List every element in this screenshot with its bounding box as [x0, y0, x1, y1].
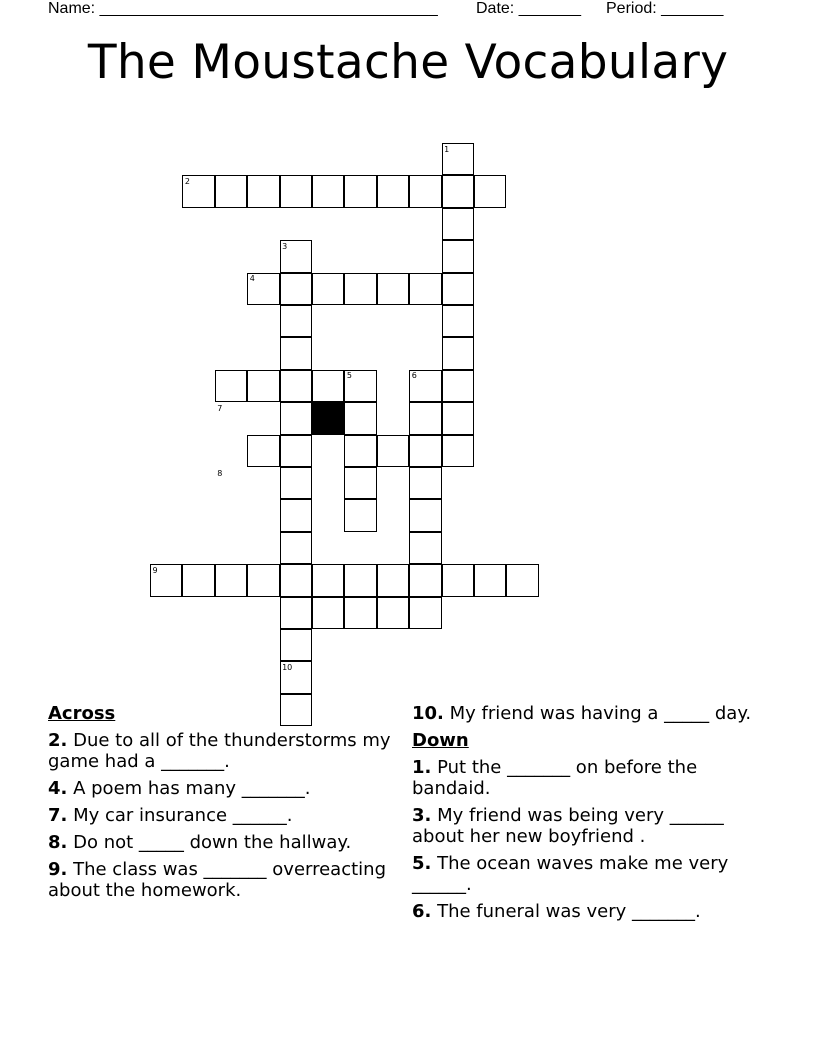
clue-number-10: 10: [282, 662, 293, 672]
grid-cell[interactable]: [442, 273, 474, 305]
grid-cell[interactable]: [442, 402, 474, 434]
grid-cell[interactable]: [280, 499, 312, 531]
grid-cell[interactable]: [280, 273, 312, 305]
grid-cell[interactable]: [377, 435, 409, 467]
grid-cell[interactable]: [215, 370, 247, 402]
grid-cell[interactable]: [215, 564, 247, 596]
grid-cell[interactable]: [312, 564, 344, 596]
grid-cell[interactable]: [182, 564, 214, 596]
grid-cell[interactable]: [280, 305, 312, 337]
grid-cell[interactable]: [312, 597, 344, 629]
grid-cell[interactable]: [409, 532, 441, 564]
grid-cell[interactable]: [280, 435, 312, 467]
period-field-label[interactable]: Period: _______: [606, 0, 724, 17]
grid-cell[interactable]: [312, 370, 344, 402]
grid-cell[interactable]: [280, 175, 312, 207]
clue-number-8: 8: [217, 468, 223, 478]
clue-number-9: 9: [152, 565, 158, 575]
clue-number-6: 6: [411, 371, 417, 381]
grid-cell[interactable]: [506, 564, 538, 596]
clue-number-2: 2: [184, 176, 190, 186]
grid-cell[interactable]: [247, 370, 279, 402]
clue-number-1: 1: [444, 144, 450, 154]
grid-cell[interactable]: [344, 273, 376, 305]
clue-across-2: 2. Due to all of the thunderstorms my game had a _______.: [48, 730, 391, 772]
grid-cell[interactable]: [474, 175, 506, 207]
grid-cell[interactable]: [344, 597, 376, 629]
grid-cell[interactable]: [247, 175, 279, 207]
black-cell: [312, 402, 344, 434]
grid-cell[interactable]: [344, 564, 376, 596]
grid-cell[interactable]: [377, 175, 409, 207]
grid-cell[interactable]: [442, 564, 474, 596]
name-field-label[interactable]: Name: ______________________________________: [48, 0, 438, 17]
grid-cell[interactable]: [409, 499, 441, 531]
clue-across-7: 7. My car insurance ______.: [48, 805, 293, 826]
grid-cell[interactable]: [280, 532, 312, 564]
grid-cell[interactable]: [280, 629, 312, 661]
grid-cell[interactable]: [442, 175, 474, 207]
page-title: The Moustache Vocabulary: [87, 35, 729, 90]
grid-cell[interactable]: [409, 175, 441, 207]
grid-cell[interactable]: [344, 499, 376, 531]
grid-cell[interactable]: [442, 305, 474, 337]
grid-cell[interactable]: [377, 597, 409, 629]
grid-cell[interactable]: [377, 273, 409, 305]
across-heading: Across: [48, 703, 116, 724]
clue-down-5: 5. The ocean waves make me very ______.: [412, 853, 729, 895]
grid-cell[interactable]: [344, 175, 376, 207]
clue-across-10: 10. My friend was having a _____ day.: [412, 703, 752, 724]
grid-cell[interactable]: [215, 175, 247, 207]
grid-cell[interactable]: [409, 564, 441, 596]
clue-across-9: 9. The class was _______ overreacting about the homework.: [48, 859, 386, 901]
clues-left-column: [48, 703, 400, 907]
grid-cell[interactable]: [409, 435, 441, 467]
grid-cell[interactable]: [280, 597, 312, 629]
grid-cell[interactable]: [474, 564, 506, 596]
grid-cell[interactable]: [312, 175, 344, 207]
grid-cell[interactable]: [344, 435, 376, 467]
grid-cell[interactable]: [442, 240, 474, 272]
grid-cell[interactable]: [280, 467, 312, 499]
grid-cell[interactable]: [442, 208, 474, 240]
date-field-label[interactable]: Date: _______: [476, 0, 581, 17]
grid-cell[interactable]: [344, 467, 376, 499]
grid-cell[interactable]: [409, 402, 441, 434]
clue-down-6: 6. The funeral was very _______.: [412, 901, 701, 922]
clue-number-3: 3: [282, 241, 288, 251]
grid-cell[interactable]: [247, 564, 279, 596]
grid-cell[interactable]: [409, 273, 441, 305]
clue-down-1: 1. Put the _______ on before the bandaid.: [412, 757, 698, 799]
clue-number-7: 7: [217, 403, 223, 413]
grid-cell[interactable]: [280, 402, 312, 434]
grid-cell[interactable]: [312, 273, 344, 305]
grid-cell[interactable]: [409, 467, 441, 499]
grid-cell[interactable]: [409, 597, 441, 629]
grid-cell[interactable]: [442, 370, 474, 402]
grid-cell[interactable]: [247, 435, 279, 467]
clue-across-8: 8. Do not _____ down the hallway.: [48, 832, 352, 853]
grid-cell[interactable]: [442, 337, 474, 369]
clue-down-3: 3. My friend was being very ______ about her new boyfriend .: [412, 805, 724, 847]
grid-cell[interactable]: [280, 337, 312, 369]
down-heading: Down: [412, 730, 469, 751]
grid-cell[interactable]: [280, 370, 312, 402]
clue-number-5: 5: [346, 371, 352, 381]
grid-cell[interactable]: [344, 402, 376, 434]
clues-right-column: [412, 703, 764, 928]
grid-cell[interactable]: [442, 435, 474, 467]
clue-across-4: 4. A poem has many _______.: [48, 778, 311, 799]
grid-cell[interactable]: [377, 564, 409, 596]
grid-cell[interactable]: [280, 564, 312, 596]
clue-number-4: 4: [249, 274, 255, 284]
